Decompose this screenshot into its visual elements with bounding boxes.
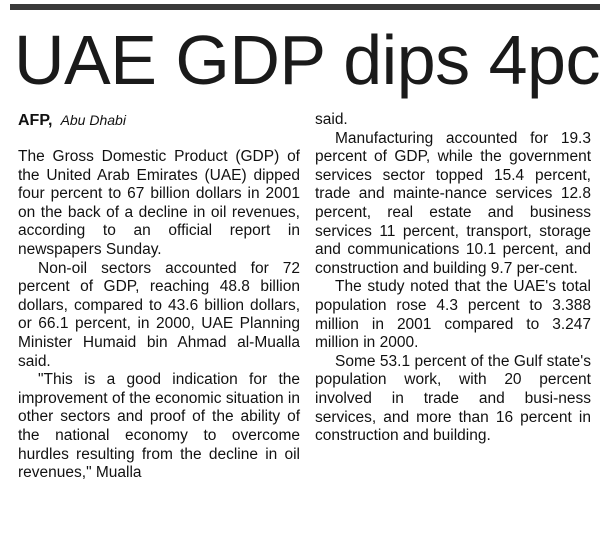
paragraph: The study noted that the UAE's total population rose 4.3 percent to 3.388 million in 2001 compared to 3.247 million in 2000.: [315, 278, 591, 352]
paragraph: said.: [315, 111, 348, 128]
headline: UAE GDP dips 4pc: [14, 21, 600, 99]
paragraph: Non-oil sectors accounted for 72 percent of GDP, reaching 48.8 billion dollars, compared to 43.6 billion dollars, or 66.1 percent, in 2000, UAE Planning Minister Humaid bin Ahmad al-Mualla said.: [18, 259, 300, 370]
byline-location: Abu Dhabi: [60, 112, 126, 128]
paragraph: Manufacturing accounted for 19.3 percent of GDP, while the government services sector topped 15.4 percent, trade and mainte-nance services 12.8 percent, real estate and business services 11 percent, transport, storage and communications 10.1 percent, and construction and building 9.7 per-cent.: [315, 129, 591, 277]
byline-source: AFP,: [18, 112, 53, 129]
byline: [18, 111, 300, 130]
top-rule: [10, 4, 600, 10]
left-column: [18, 111, 300, 483]
right-column: [315, 111, 591, 446]
paragraph: The Gross Domestic Product (GDP) of the United Arab Emirates (UAE) dipped four percent to 67 billion dollars in 2001 on the back of a decline in oil revenues, according to an official report in newspapers Sunday.: [18, 148, 300, 258]
paragraph: "This is a good indication for the improvement of the economic situation in other sectors and proof of the ability of the national economy to overcome hurdles resulting from the decline in oil revenues," Mualla: [18, 371, 300, 482]
paragraph: Some 53.1 percent of the Gulf state's population work, with 20 percent involved in trade and busi-ness services, and more than 16 percent in construction and building.: [315, 352, 591, 445]
